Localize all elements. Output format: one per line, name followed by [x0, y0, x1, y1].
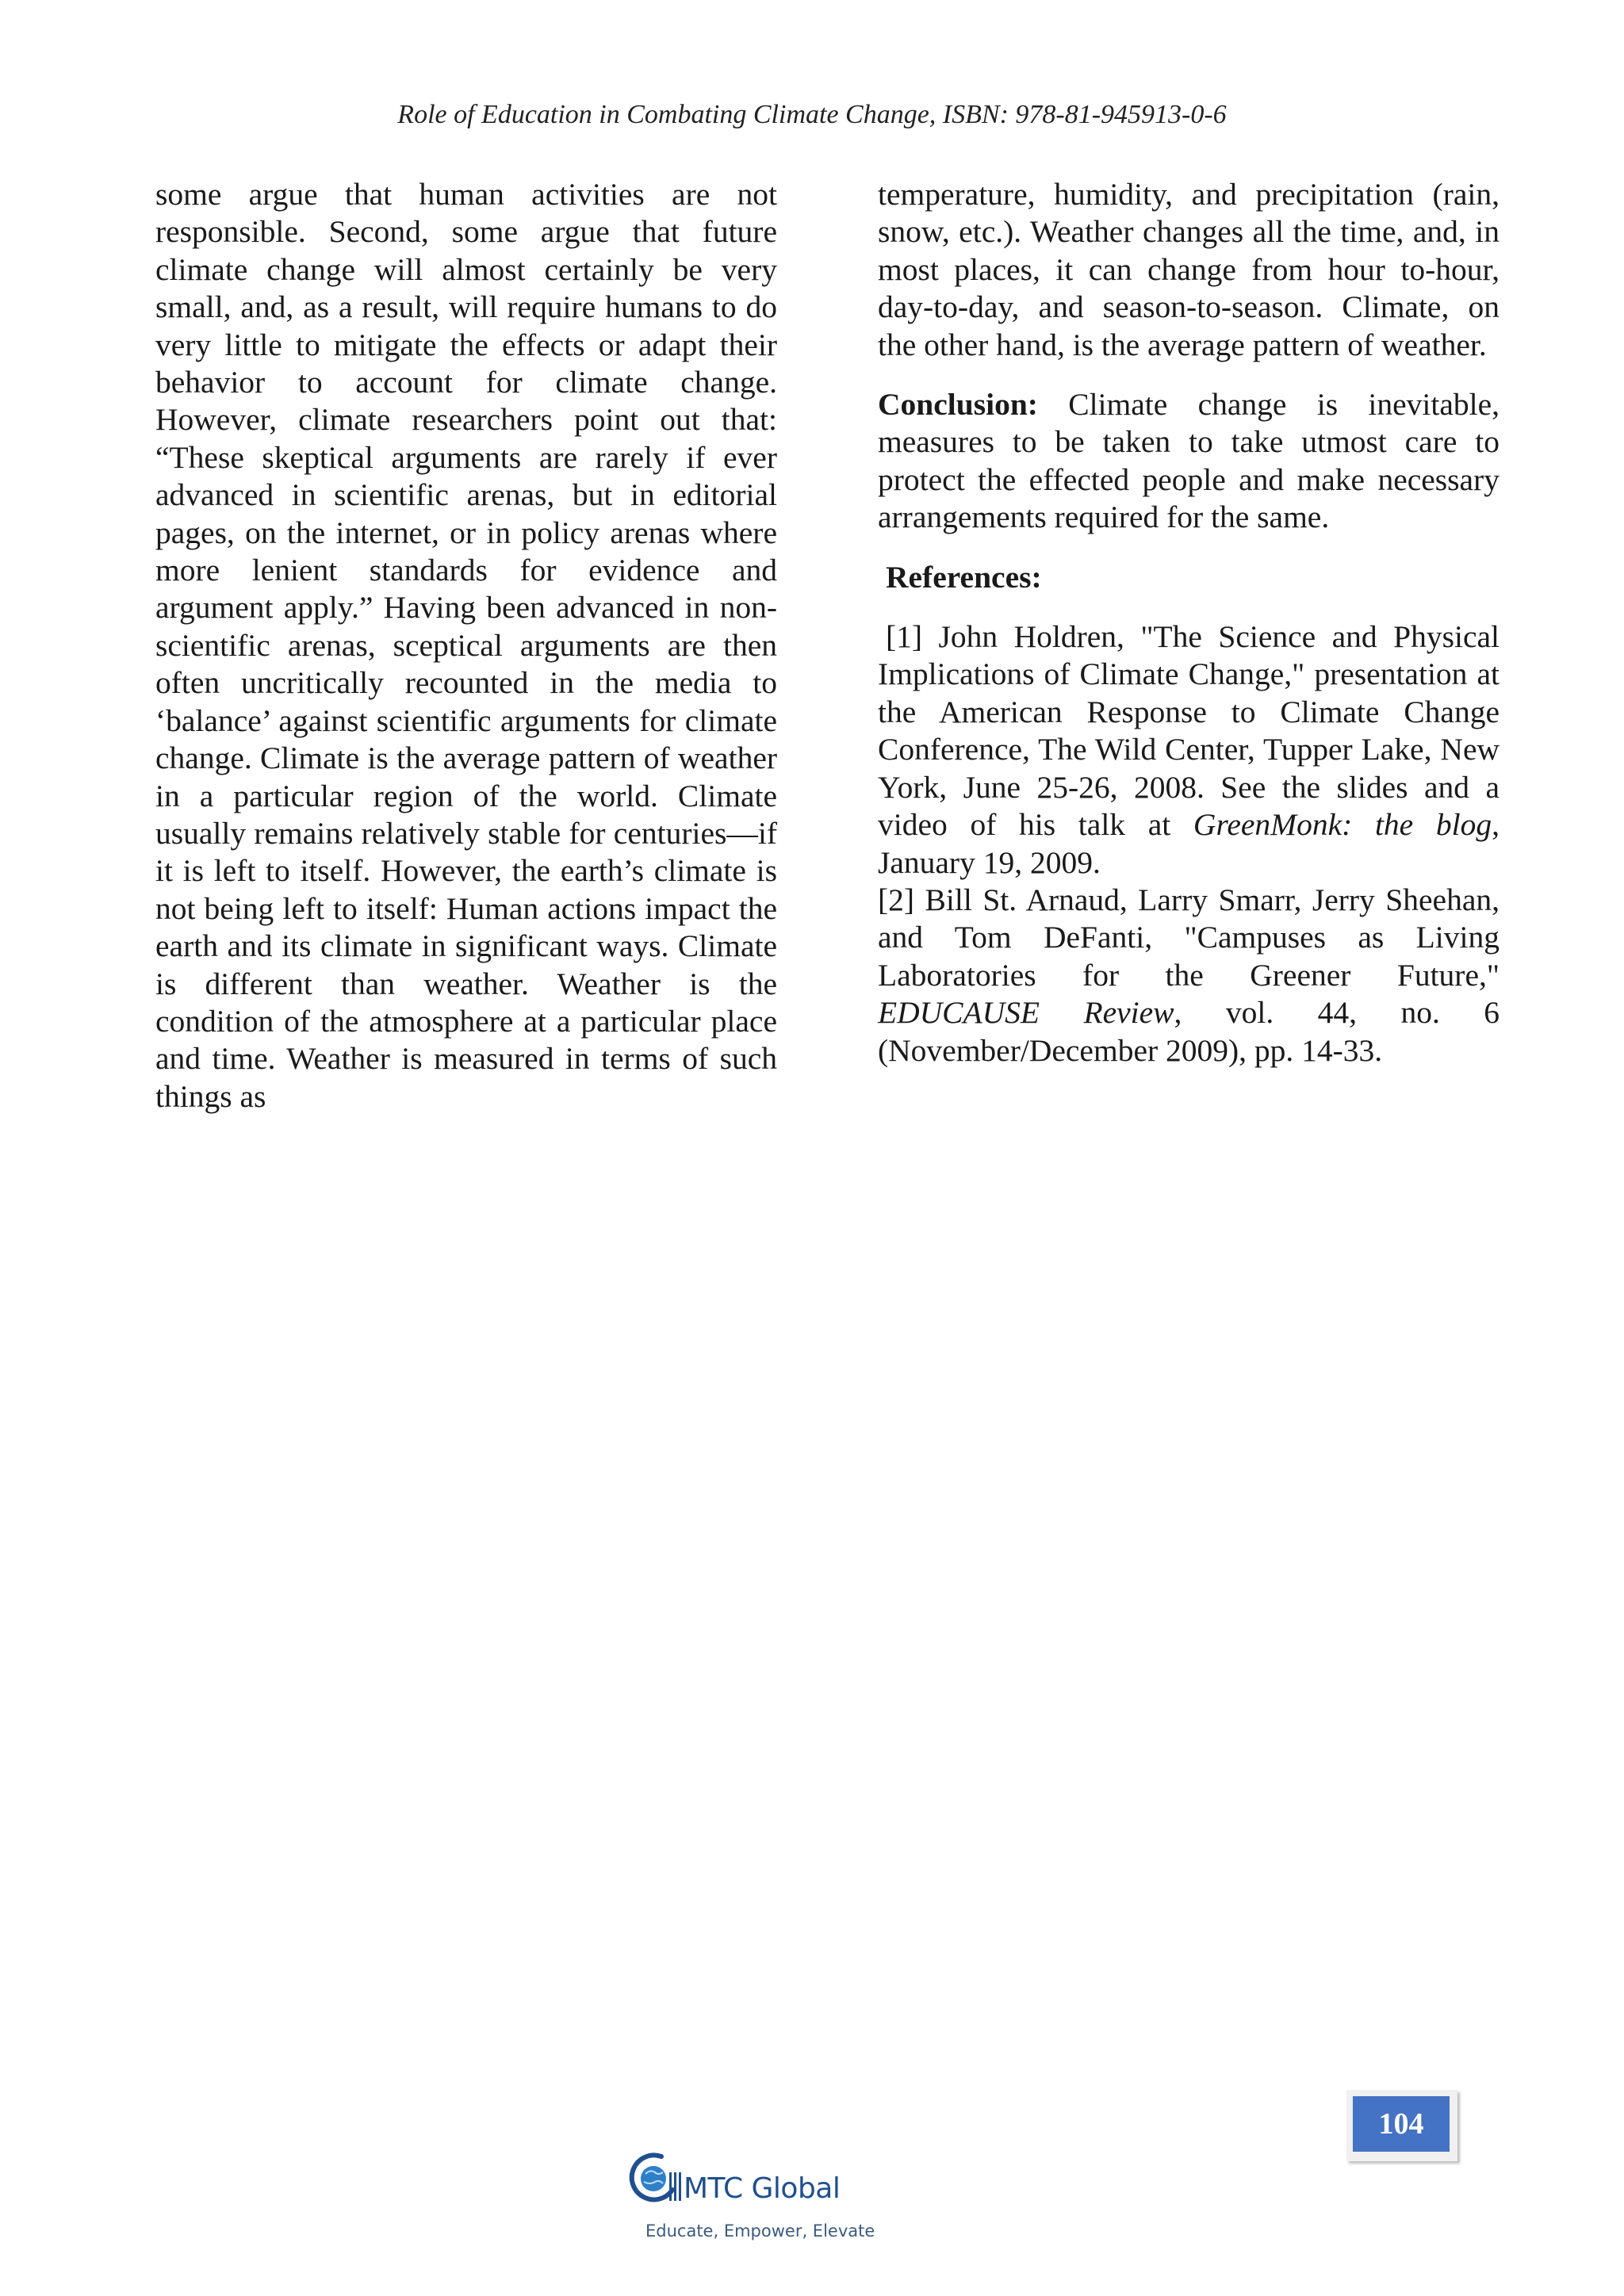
running-header: Role of Education in Combating Climate Change, ISBN: 978-81-945913-0-6 [397, 100, 1227, 129]
conclusion-paragraph [878, 386, 1500, 537]
reference-details: , vol. 44, no. 6 (November/December 2009), pp. 14-33. [878, 995, 1500, 1068]
reference-source-title: EDUCAUSE Review [878, 995, 1174, 1031]
references-list [878, 618, 1500, 1070]
globe-logo-icon [626, 2149, 682, 2212]
reference-item [878, 882, 1500, 1070]
reference-date: , January 19, 2009. [878, 807, 1500, 880]
reference-source-title: GreenMonk: the blog [1193, 807, 1492, 843]
references-heading: References: [886, 559, 1042, 595]
reference-text: [2] Bill St. Arnaud, Larry Smarr, Jerry Sheehan, and Tom DeFanti, "Campuses as Living Laboratories for the Greener Future," [878, 882, 1500, 993]
reference-text: [1] John Holdren, "The Science and Physical Implications of Climate Change," presentation at the American Response to Climate Change Conference, The Wild Center, Tupper Lake, New York, June 25-26, 2008. See the slides and a video of his talk at [878, 619, 1500, 843]
publisher-logo [626, 2149, 875, 2252]
logo-name: MTC Global [684, 2172, 841, 2205]
conclusion-text: Climate change is inevitable, measures to be taken to take utmost care to protect the effected people and make necessary arrangements required for the same. [878, 387, 1500, 535]
page-number-box [1346, 2090, 1457, 2161]
body-paragraph: temperature, humidity, and precipitation (rain, snow, etc.). Weather changes all the time, and, in most places, it can change from hour to-hour, day-to-day, and season-to-season. Climate, on the other hand, is the average pattern of weather. [878, 177, 1500, 362]
reference-item [878, 618, 1500, 882]
page-number: 104 [1353, 2096, 1450, 2152]
conclusion-label: Conclusion: [878, 387, 1038, 423]
right-column [878, 176, 1500, 1070]
logo-tagline: Educate, Empower, Elevate [645, 2221, 875, 2241]
left-column [155, 176, 777, 1115]
body-paragraph: some argue that human activities are not responsible. Second, some argue that future climate change will almost certainly be very small, and, as a result, will require humans to do very little to mitigate the effects or adapt their behavior to account for climate change. However, climate researchers point out that: “These skeptical arguments are rarely if ever advanced in scientific arenas, but in editorial pages, on the internet, or in policy arenas where more lenient standards for evidence and argument apply.” Having been advanced in non-scientific arenas, sceptical arguments are then often uncritically recounted in the media to ‘balance’ against scientific arguments for climate change. Climate is the average pattern of weather in a particular region of the world. Climate usually remains relatively stable for centuries—if it is left to itself. However, the earth’s climate is not being left to itself: Human actions impact the earth and its climate in significant ways. Climate is different than weather. Weather is the condition of the atmosphere at a particular place and time. Weather is measured in terms of such things as [155, 177, 777, 1114]
